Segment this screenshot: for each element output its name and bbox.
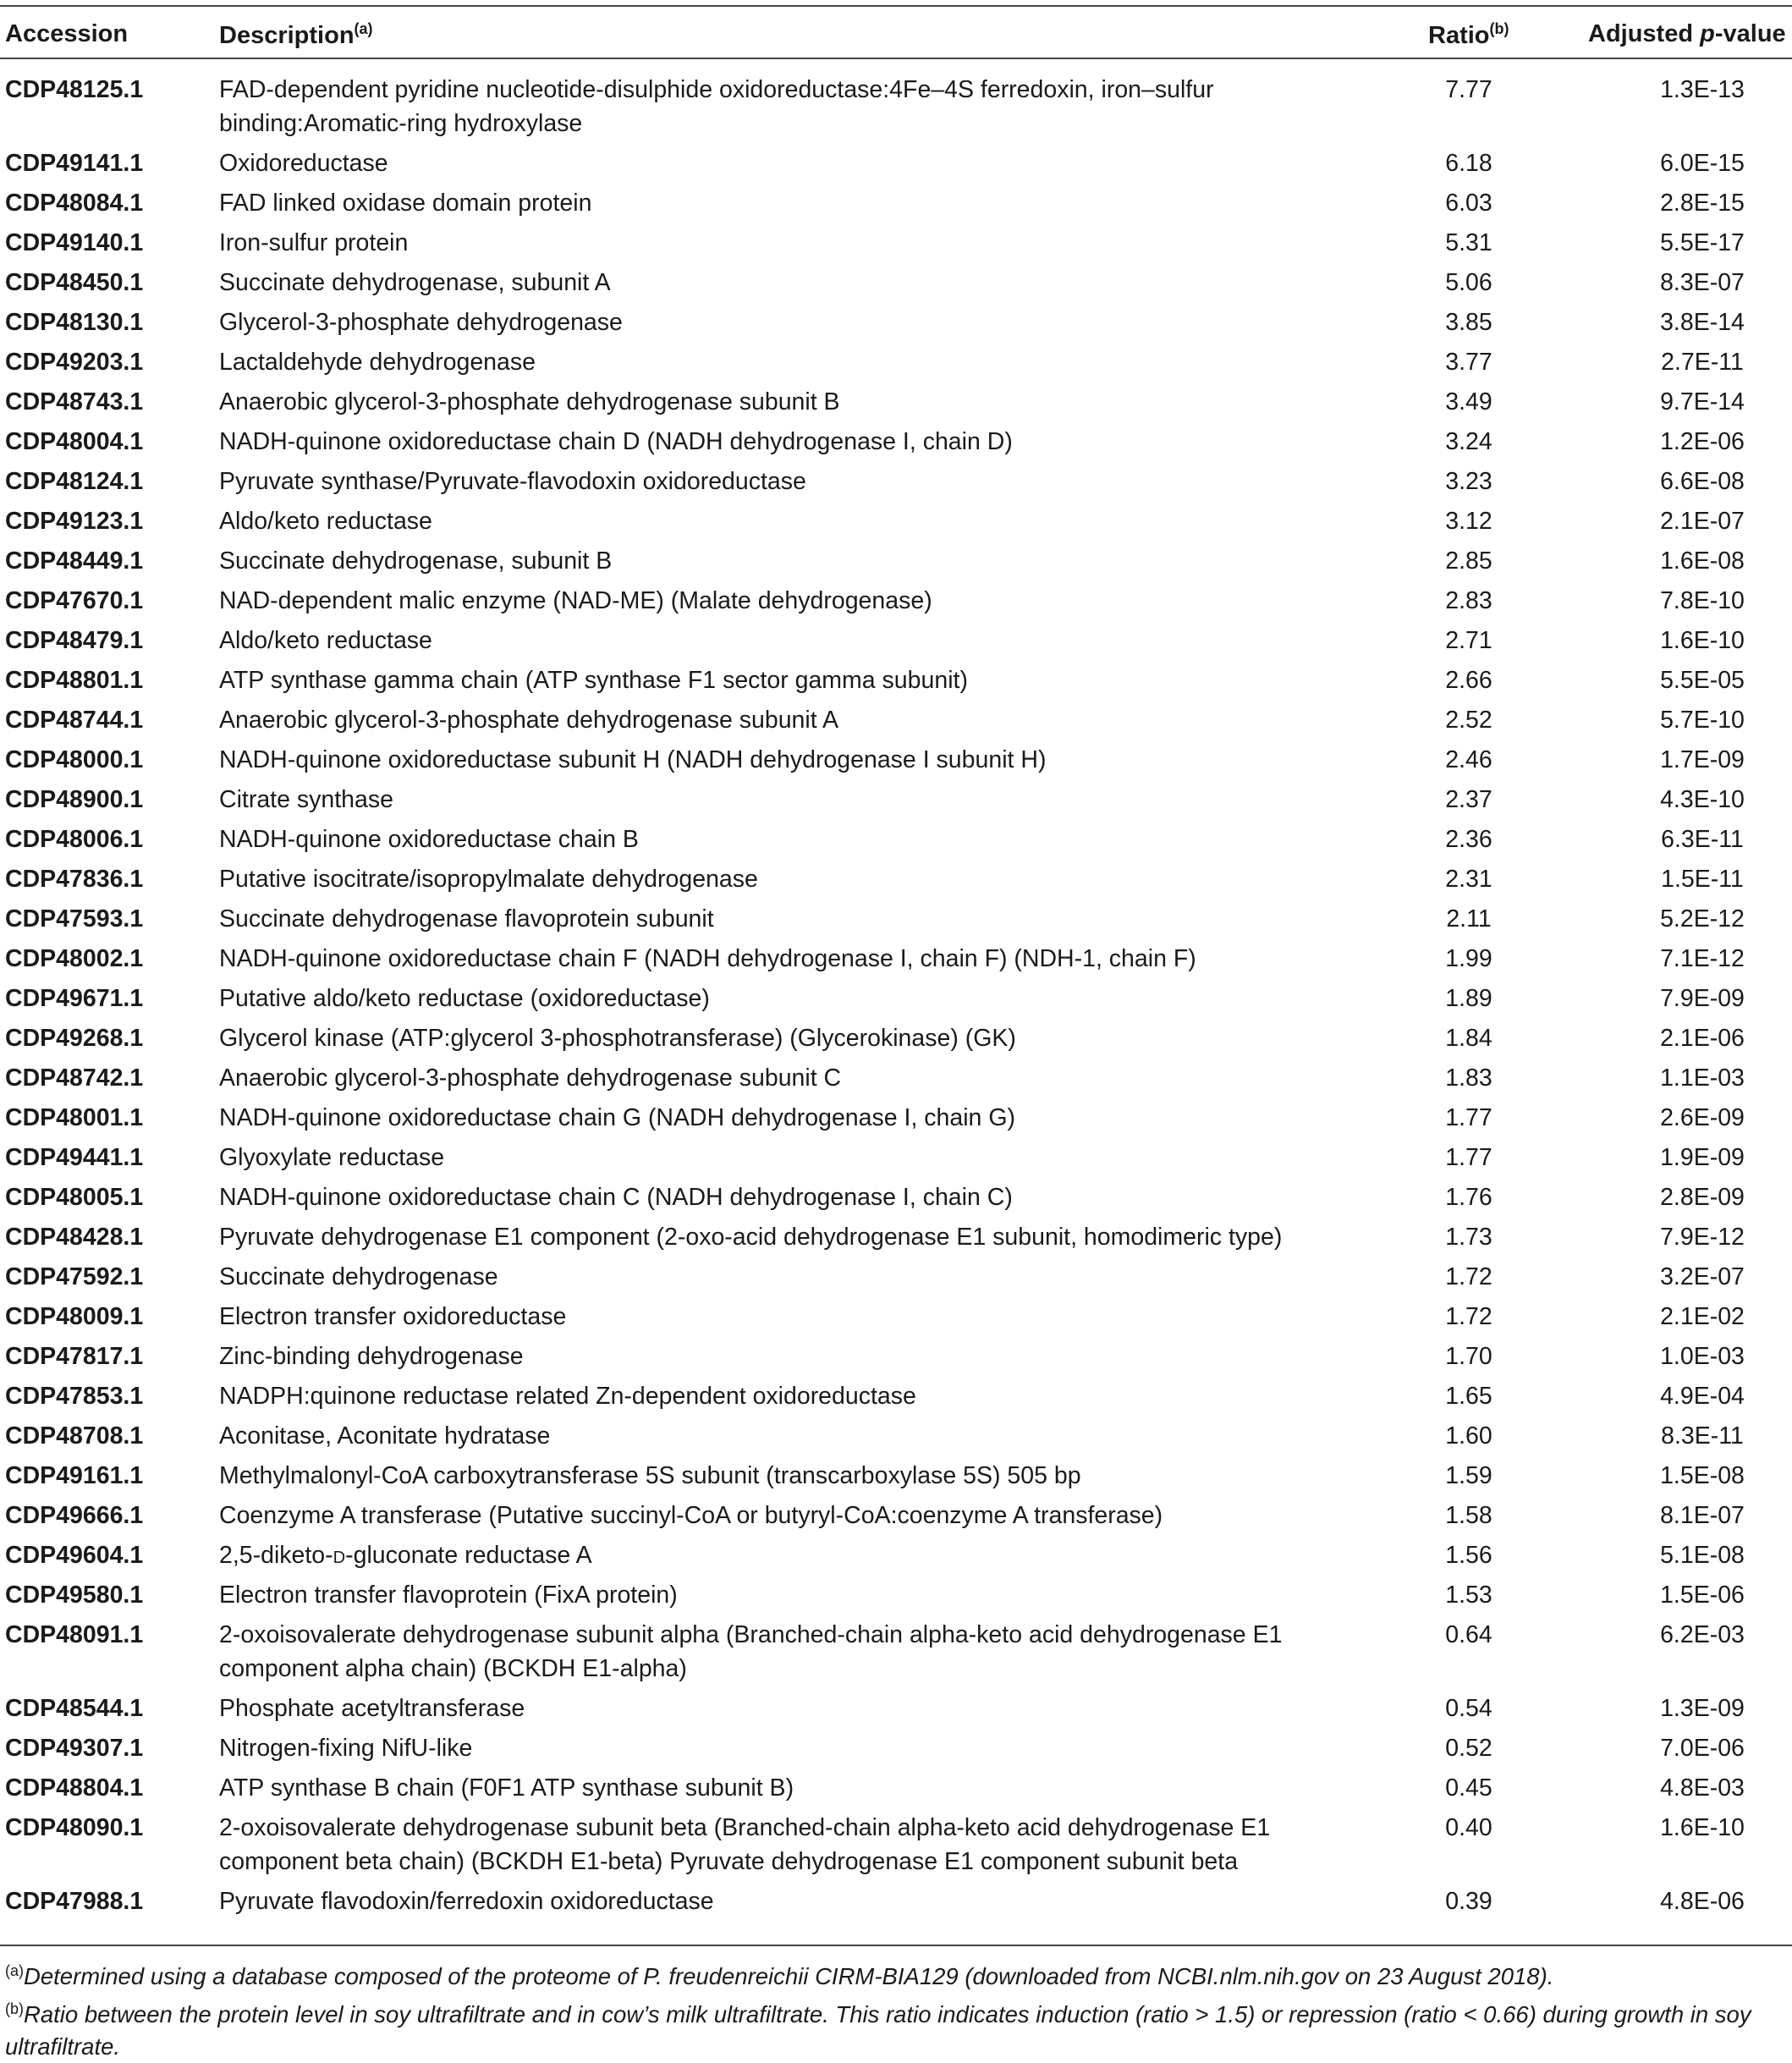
cell-adjusted-p-value: 2.1E-07 bbox=[1660, 508, 1745, 535]
cell-description: Anaerobic glycerol-3-phosphate dehydrogenase subunit A bbox=[219, 707, 838, 734]
cell-ratio: 0.64 bbox=[1445, 1621, 1492, 1648]
cell-adjusted-p-value: 2.6E-09 bbox=[1660, 1104, 1745, 1131]
cell-ratio: 1.72 bbox=[1445, 1303, 1492, 1330]
cell-adjusted-p-value: 5.2E-12 bbox=[1660, 905, 1745, 932]
cell-description: ATP synthase B chain (F0F1 ATP synthase subunit B) bbox=[219, 1774, 794, 1802]
header-ratio: Ratio$^{(b)}$ bbox=[1428, 20, 1509, 49]
cell-description: Putative aldo/keto reductase (oxidoreductase) bbox=[219, 985, 710, 1012]
cell-accession: CDP47836.1 bbox=[5, 866, 144, 893]
table-row bbox=[0, 1578, 1792, 1612]
table-row bbox=[0, 982, 1792, 1015]
cell-ratio: 2.46 bbox=[1445, 746, 1492, 773]
cell-ratio: 1.72 bbox=[1445, 1263, 1492, 1290]
cell-adjusted-p-value: 6.0E-15 bbox=[1660, 150, 1745, 177]
cell-adjusted-p-value: 1.5E-06 bbox=[1660, 1582, 1745, 1609]
cell-ratio: 1.60 bbox=[1445, 1422, 1492, 1450]
table-row bbox=[0, 743, 1792, 777]
cell-ratio: 2.11 bbox=[1446, 905, 1492, 932]
table-row bbox=[0, 1260, 1792, 1294]
table-row bbox=[0, 425, 1792, 459]
cell-adjusted-p-value: 7.0E-06 bbox=[1660, 1735, 1745, 1762]
table-row bbox=[0, 266, 1792, 300]
cell-accession: CDP48428.1 bbox=[5, 1224, 144, 1251]
cell-description: Electron transfer oxidoreductase bbox=[219, 1303, 567, 1330]
cell-adjusted-p-value: 1.0E-03 bbox=[1660, 1343, 1745, 1370]
cell-adjusted-p-value: 4.3E-10 bbox=[1660, 786, 1745, 813]
footnote-a: $^{(a)}$Determined using a database composed of the proteome of P. freudenreichii CIRM-BIA129 (downloaded from NCBI.nlm.nih.gov on 23 August 2018). bbox=[5, 1962, 1554, 1989]
cell-description: Coenzyme A transferase (Putative succinyl-CoA or butyryl-CoA:coenzyme A transferase) bbox=[219, 1502, 1163, 1529]
cell-description: Phosphate acetyltransferase bbox=[219, 1695, 525, 1722]
cell-ratio: 2.83 bbox=[1445, 587, 1492, 614]
cell-accession: CDP49307.1 bbox=[5, 1735, 144, 1762]
cell-description: Nitrogen-fixing NifU-like bbox=[219, 1735, 473, 1762]
cell-ratio: 1.77 bbox=[1445, 1104, 1492, 1131]
table-row bbox=[0, 1884, 1792, 1918]
footnote-a-marker: (a) bbox=[354, 20, 373, 37]
cell-accession: CDP49604.1 bbox=[5, 1542, 144, 1569]
cell-adjusted-p-value: 1.3E-13 bbox=[1660, 76, 1745, 103]
cell-ratio: 1.58 bbox=[1445, 1502, 1492, 1529]
footnotes bbox=[5, 1955, 1789, 2063]
table-row bbox=[0, 544, 1792, 578]
table-row bbox=[0, 1459, 1792, 1493]
cell-accession: CDP48090.1 bbox=[5, 1814, 144, 1841]
cell-ratio: 3.12 bbox=[1445, 508, 1492, 535]
cell-adjusted-p-value: 4.8E-03 bbox=[1660, 1774, 1745, 1802]
table-row bbox=[0, 146, 1792, 180]
cell-accession: CDP48001.1 bbox=[5, 1104, 144, 1131]
cell-ratio: 3.24 bbox=[1445, 428, 1492, 455]
table-row bbox=[0, 305, 1792, 339]
table-row bbox=[0, 1811, 1792, 1879]
cell-adjusted-p-value: 2.1E-02 bbox=[1660, 1303, 1745, 1330]
cell-ratio: 7.77 bbox=[1445, 76, 1492, 103]
cell-description: Aconitase, Aconitate hydratase bbox=[219, 1422, 551, 1450]
cell-accession: CDP47817.1 bbox=[5, 1343, 144, 1370]
cell-description: Lactaldehyde dehydrogenase bbox=[219, 349, 536, 376]
cell-adjusted-p-value: 8.3E-11 bbox=[1661, 1422, 1744, 1450]
cell-accession: CDP48005.1 bbox=[5, 1184, 144, 1211]
cell-accession: CDP48000.1 bbox=[5, 746, 144, 773]
cell-description: NAD-dependent malic enzyme (NAD-ME) (Malate dehydrogenase) bbox=[219, 587, 932, 614]
cell-adjusted-p-value: 5.1E-08 bbox=[1660, 1542, 1745, 1569]
cell-accession: CDP49140.1 bbox=[5, 229, 144, 256]
cell-accession: CDP49203.1 bbox=[5, 349, 144, 376]
cell-accession: CDP49268.1 bbox=[5, 1025, 144, 1052]
footnote-b-marker: (b) bbox=[1489, 20, 1509, 37]
cell-description: NADH-quinone oxidoreductase chain F (NADH dehydrogenase I, chain F) (NDH-1, chain F) bbox=[219, 945, 1196, 972]
cell-description: Putative isocitrate/isopropylmalate dehydrogenase bbox=[219, 866, 758, 893]
cell-ratio: 2.66 bbox=[1445, 667, 1492, 694]
cell-ratio: 1.77 bbox=[1445, 1144, 1492, 1171]
cell-description: Pyruvate flavodoxin/ferredoxin oxidoreductase bbox=[219, 1888, 714, 1915]
table-bottom-rule bbox=[0, 1945, 1792, 1946]
table-row bbox=[0, 1771, 1792, 1805]
cell-ratio: 1.89 bbox=[1445, 985, 1492, 1012]
table-row bbox=[0, 783, 1792, 817]
cell-adjusted-p-value: 6.3E-11 bbox=[1661, 826, 1744, 853]
table-row bbox=[0, 624, 1792, 657]
cell-accession: CDP48479.1 bbox=[5, 627, 144, 654]
cell-ratio: 5.31 bbox=[1445, 229, 1492, 256]
table-row bbox=[0, 1499, 1792, 1532]
header-adjusted-p-value: Adjusted p-value bbox=[1588, 20, 1786, 47]
cell-accession: CDP48009.1 bbox=[5, 1303, 144, 1330]
cell-accession: CDP48450.1 bbox=[5, 269, 144, 296]
cell-ratio: 1.83 bbox=[1445, 1065, 1492, 1092]
cell-adjusted-p-value: 6.2E-03 bbox=[1660, 1621, 1745, 1648]
table-row bbox=[0, 1180, 1792, 1214]
cell-description: NADH-quinone oxidoreductase subunit H (NADH dehydrogenase I subunit H) bbox=[219, 746, 1047, 773]
table-row bbox=[0, 385, 1792, 419]
cell-ratio: 1.65 bbox=[1445, 1383, 1492, 1410]
cell-adjusted-p-value: 5.7E-10 bbox=[1660, 707, 1745, 734]
cell-accession: CDP48544.1 bbox=[5, 1695, 144, 1722]
table-row bbox=[0, 1220, 1792, 1254]
cell-description: Electron transfer flavoprotein (FixA protein) bbox=[219, 1582, 678, 1609]
header-accession: Accession bbox=[5, 20, 129, 47]
cell-adjusted-p-value: 1.6E-08 bbox=[1660, 547, 1745, 575]
cell-adjusted-p-value: 2.8E-09 bbox=[1660, 1184, 1745, 1211]
cell-ratio: 2.37 bbox=[1445, 786, 1492, 813]
table-row bbox=[0, 584, 1792, 618]
table-row bbox=[0, 862, 1792, 896]
table-row bbox=[0, 1618, 1792, 1686]
cell-ratio: 0.40 bbox=[1445, 1814, 1492, 1841]
cell-adjusted-p-value: 2.1E-06 bbox=[1660, 1025, 1745, 1052]
cell-description: ATP synthase gamma chain (ATP synthase F1 sector gamma subunit) bbox=[219, 667, 968, 694]
table-row bbox=[0, 186, 1792, 220]
cell-accession: CDP48449.1 bbox=[5, 547, 144, 575]
cell-ratio: 1.73 bbox=[1445, 1224, 1492, 1251]
cell-description: Glyoxylate reductase bbox=[219, 1144, 445, 1171]
table-row bbox=[0, 1300, 1792, 1334]
cell-adjusted-p-value: 1.6E-10 bbox=[1660, 627, 1745, 654]
cell-adjusted-p-value: 4.9E-04 bbox=[1660, 1383, 1745, 1410]
cell-ratio: 3.23 bbox=[1445, 468, 1492, 495]
cell-ratio: 1.59 bbox=[1445, 1462, 1492, 1489]
cell-accession: CDP47988.1 bbox=[5, 1888, 144, 1915]
table-row bbox=[0, 73, 1792, 140]
cell-adjusted-p-value: 5.5E-17 bbox=[1660, 229, 1745, 256]
cell-adjusted-p-value: 1.9E-09 bbox=[1660, 1144, 1745, 1171]
cell-adjusted-p-value: 7.9E-12 bbox=[1660, 1224, 1745, 1251]
cell-description: Glycerol kinase (ATP:glycerol 3-phosphotransferase) (Glycerokinase) (GK) bbox=[219, 1025, 1016, 1052]
cell-description: Oxidoreductase bbox=[219, 150, 388, 177]
cell-adjusted-p-value: 5.5E-05 bbox=[1660, 667, 1745, 694]
table-row bbox=[0, 1021, 1792, 1055]
cell-accession: CDP49441.1 bbox=[5, 1144, 144, 1171]
cell-accession: CDP48130.1 bbox=[5, 309, 144, 336]
cell-accession: CDP49123.1 bbox=[5, 508, 144, 535]
cell-description: Pyruvate dehydrogenase E1 component (2-oxo-acid dehydrogenase E1 subunit, homodimeric type) bbox=[219, 1224, 1283, 1251]
table-row bbox=[0, 226, 1792, 260]
cell-adjusted-p-value: 1.7E-09 bbox=[1660, 746, 1745, 773]
cell-adjusted-p-value: 1.6E-10 bbox=[1660, 1814, 1745, 1841]
cell-description: NADPH:quinone reductase related Zn-dependent oxidoreductase bbox=[219, 1383, 916, 1410]
cell-accession: CDP48084.1 bbox=[5, 190, 144, 217]
cell-adjusted-p-value: 7.9E-09 bbox=[1660, 985, 1745, 1012]
cell-ratio: 2.85 bbox=[1445, 547, 1492, 575]
cell-adjusted-p-value: 8.3E-07 bbox=[1660, 269, 1745, 296]
cell-description: FAD-dependent pyridine nucleotide-disulphide oxidoreductase:4Fe–4S ferredoxin, iron–sulfur binding:Aromatic-ring hydroxylase bbox=[219, 76, 1214, 137]
cell-adjusted-p-value: 4.8E-06 bbox=[1660, 1888, 1745, 1915]
table-row bbox=[0, 1731, 1792, 1765]
cell-accession: CDP48804.1 bbox=[5, 1774, 144, 1802]
table-body bbox=[0, 73, 1792, 1924]
cell-accession: CDP48006.1 bbox=[5, 826, 144, 853]
cell-description: NADH-quinone oxidoreductase chain G (NADH dehydrogenase I, chain G) bbox=[219, 1104, 1015, 1131]
cell-accession: CDP47853.1 bbox=[5, 1383, 144, 1410]
cell-adjusted-p-value: 6.6E-08 bbox=[1660, 468, 1745, 495]
cell-adjusted-p-value: 1.2E-06 bbox=[1660, 428, 1745, 455]
cell-ratio: 6.18 bbox=[1445, 150, 1492, 177]
cell-accession: CDP48801.1 bbox=[5, 667, 144, 694]
cell-ratio: 2.52 bbox=[1445, 707, 1492, 734]
cell-adjusted-p-value: 1.5E-11 bbox=[1661, 866, 1744, 893]
table-row bbox=[0, 902, 1792, 936]
cell-accession: CDP48900.1 bbox=[5, 786, 144, 813]
cell-description: Zinc-binding dehydrogenase bbox=[219, 1343, 524, 1370]
cell-description: Succinate dehydrogenase, subunit A bbox=[219, 269, 611, 296]
cell-description: Aldo/keto reductase bbox=[219, 627, 432, 654]
cell-accession: CDP48004.1 bbox=[5, 428, 144, 455]
cell-description: 2-oxoisovalerate dehydrogenase subunit beta (Branched-chain alpha-keto acid dehydrogenase E1 component beta chain) (BCKDH E1-beta) Pyruvate dehydrogenase E1 component subunit beta bbox=[219, 1814, 1271, 1875]
cell-accession: CDP49580.1 bbox=[5, 1582, 144, 1609]
cell-accession: CDP49671.1 bbox=[5, 985, 144, 1012]
table-row bbox=[0, 1379, 1792, 1413]
cell-accession: CDP48125.1 bbox=[5, 76, 144, 103]
cell-accession: CDP48124.1 bbox=[5, 468, 144, 495]
cell-adjusted-p-value: 1.1E-03 bbox=[1660, 1065, 1745, 1092]
table-row bbox=[0, 1538, 1792, 1572]
cell-accession: CDP48744.1 bbox=[5, 707, 144, 734]
cell-description: Methylmalonyl-CoA carboxytransferase 5S subunit (transcarboxylase 5S) 505 bp bbox=[219, 1462, 1081, 1489]
cell-description: Aldo/keto reductase bbox=[219, 508, 432, 535]
table-row bbox=[0, 1141, 1792, 1175]
cell-ratio: 5.06 bbox=[1445, 269, 1492, 296]
table-row bbox=[0, 663, 1792, 697]
table-row bbox=[0, 1340, 1792, 1373]
cell-ratio: 1.99 bbox=[1445, 945, 1492, 972]
cell-adjusted-p-value: 8.1E-07 bbox=[1660, 1502, 1745, 1529]
cell-description: Succinate dehydrogenase, subunit B bbox=[219, 547, 613, 575]
cell-ratio: 0.52 bbox=[1445, 1735, 1492, 1762]
cell-description: Anaerobic glycerol-3-phosphate dehydrogenase subunit B bbox=[219, 388, 840, 415]
cell-description: Citrate synthase bbox=[219, 786, 393, 813]
cell-accession: CDP49141.1 bbox=[5, 150, 144, 177]
cell-ratio: 0.54 bbox=[1445, 1695, 1492, 1722]
cell-description: Succinate dehydrogenase flavoprotein subunit bbox=[219, 905, 714, 932]
cell-description: 2,5-diketo-d-gluconate reductase A bbox=[219, 1542, 592, 1569]
cell-description: FAD linked oxidase domain protein bbox=[219, 190, 592, 217]
cell-accession: CDP48743.1 bbox=[5, 388, 144, 415]
table-row bbox=[0, 703, 1792, 737]
cell-accession: CDP48091.1 bbox=[5, 1621, 144, 1648]
table-row bbox=[0, 1101, 1792, 1135]
cell-accession: CDP48742.1 bbox=[5, 1065, 144, 1092]
cell-description: Iron-sulfur protein bbox=[219, 229, 409, 256]
cell-ratio: 1.53 bbox=[1445, 1582, 1492, 1609]
cell-description: Pyruvate synthase/Pyruvate-flavodoxin oxidoreductase bbox=[219, 468, 806, 495]
cell-accession: CDP49161.1 bbox=[5, 1462, 144, 1489]
cell-ratio: 3.77 bbox=[1445, 349, 1492, 376]
cell-ratio: 2.36 bbox=[1445, 826, 1492, 853]
table-row bbox=[0, 465, 1792, 498]
table-top-rule bbox=[0, 5, 1792, 7]
cell-adjusted-p-value: 3.8E-14 bbox=[1660, 309, 1745, 336]
cell-ratio: 1.76 bbox=[1445, 1184, 1492, 1211]
table-row bbox=[0, 942, 1792, 976]
cell-ratio: 0.39 bbox=[1445, 1888, 1492, 1915]
cell-ratio: 1.56 bbox=[1445, 1542, 1492, 1569]
cell-accession: CDP48002.1 bbox=[5, 945, 144, 972]
cell-description: NADH-quinone oxidoreductase chain C (NADH dehydrogenase I, chain C) bbox=[219, 1184, 1013, 1211]
cell-ratio: 1.84 bbox=[1445, 1025, 1492, 1052]
cell-accession: CDP48708.1 bbox=[5, 1422, 144, 1450]
cell-adjusted-p-value: 2.7E-11 bbox=[1661, 349, 1744, 376]
cell-accession: CDP47593.1 bbox=[5, 905, 144, 932]
cell-accession: CDP47592.1 bbox=[5, 1263, 144, 1290]
cell-description: Succinate dehydrogenase bbox=[219, 1263, 498, 1290]
header-description: Description$^{(a)}$ bbox=[219, 20, 373, 49]
table-header bbox=[0, 10, 1792, 58]
cell-accession: CDP47670.1 bbox=[5, 587, 144, 614]
table-row bbox=[0, 345, 1792, 379]
footnote-b: $^{(b)}$Ratio between the protein level in soy ultrafiltrate and in cow’s milk ultrafiltrate. This ratio indicates induction (ratio > 1.5) or repression (ratio < 0.66) during growth in soy ultrafiltrate. bbox=[5, 2000, 1751, 2060]
table-row bbox=[0, 822, 1792, 856]
table-row bbox=[0, 1692, 1792, 1725]
cell-adjusted-p-value: 1.3E-09 bbox=[1660, 1695, 1745, 1722]
cell-adjusted-p-value: 3.2E-07 bbox=[1660, 1263, 1745, 1290]
cell-description: Anaerobic glycerol-3-phosphate dehydrogenase subunit C bbox=[219, 1065, 842, 1092]
table-row bbox=[0, 504, 1792, 538]
cell-adjusted-p-value: 7.1E-12 bbox=[1660, 945, 1745, 972]
cell-ratio: 0.45 bbox=[1445, 1774, 1492, 1802]
cell-description: 2-oxoisovalerate dehydrogenase subunit alpha (Branched-chain alpha-keto acid dehydrogenase E1 component alpha chain) (BCKDH E1-alpha) bbox=[219, 1621, 1283, 1682]
cell-ratio: 6.03 bbox=[1445, 190, 1492, 217]
table-row bbox=[0, 1061, 1792, 1095]
cell-ratio: 2.31 bbox=[1445, 866, 1492, 893]
cell-description: NADH-quinone oxidoreductase chain D (NADH dehydrogenase I, chain D) bbox=[219, 428, 1013, 455]
cell-accession: CDP49666.1 bbox=[5, 1502, 144, 1529]
header-rule bbox=[0, 58, 1792, 59]
cell-ratio: 3.85 bbox=[1445, 309, 1492, 336]
cell-ratio: 2.71 bbox=[1445, 627, 1492, 654]
cell-adjusted-p-value: 9.7E-14 bbox=[1660, 388, 1745, 415]
cell-description: NADH-quinone oxidoreductase chain B bbox=[219, 826, 639, 853]
cell-description: Glycerol-3-phosphate dehydrogenase bbox=[219, 309, 623, 336]
cell-adjusted-p-value: 2.8E-15 bbox=[1660, 190, 1745, 217]
table-row bbox=[0, 1419, 1792, 1453]
cell-ratio: 3.49 bbox=[1445, 388, 1492, 415]
cell-adjusted-p-value: 7.8E-10 bbox=[1660, 587, 1745, 614]
cell-adjusted-p-value: 1.5E-08 bbox=[1660, 1462, 1745, 1489]
cell-ratio: 1.70 bbox=[1445, 1343, 1492, 1370]
